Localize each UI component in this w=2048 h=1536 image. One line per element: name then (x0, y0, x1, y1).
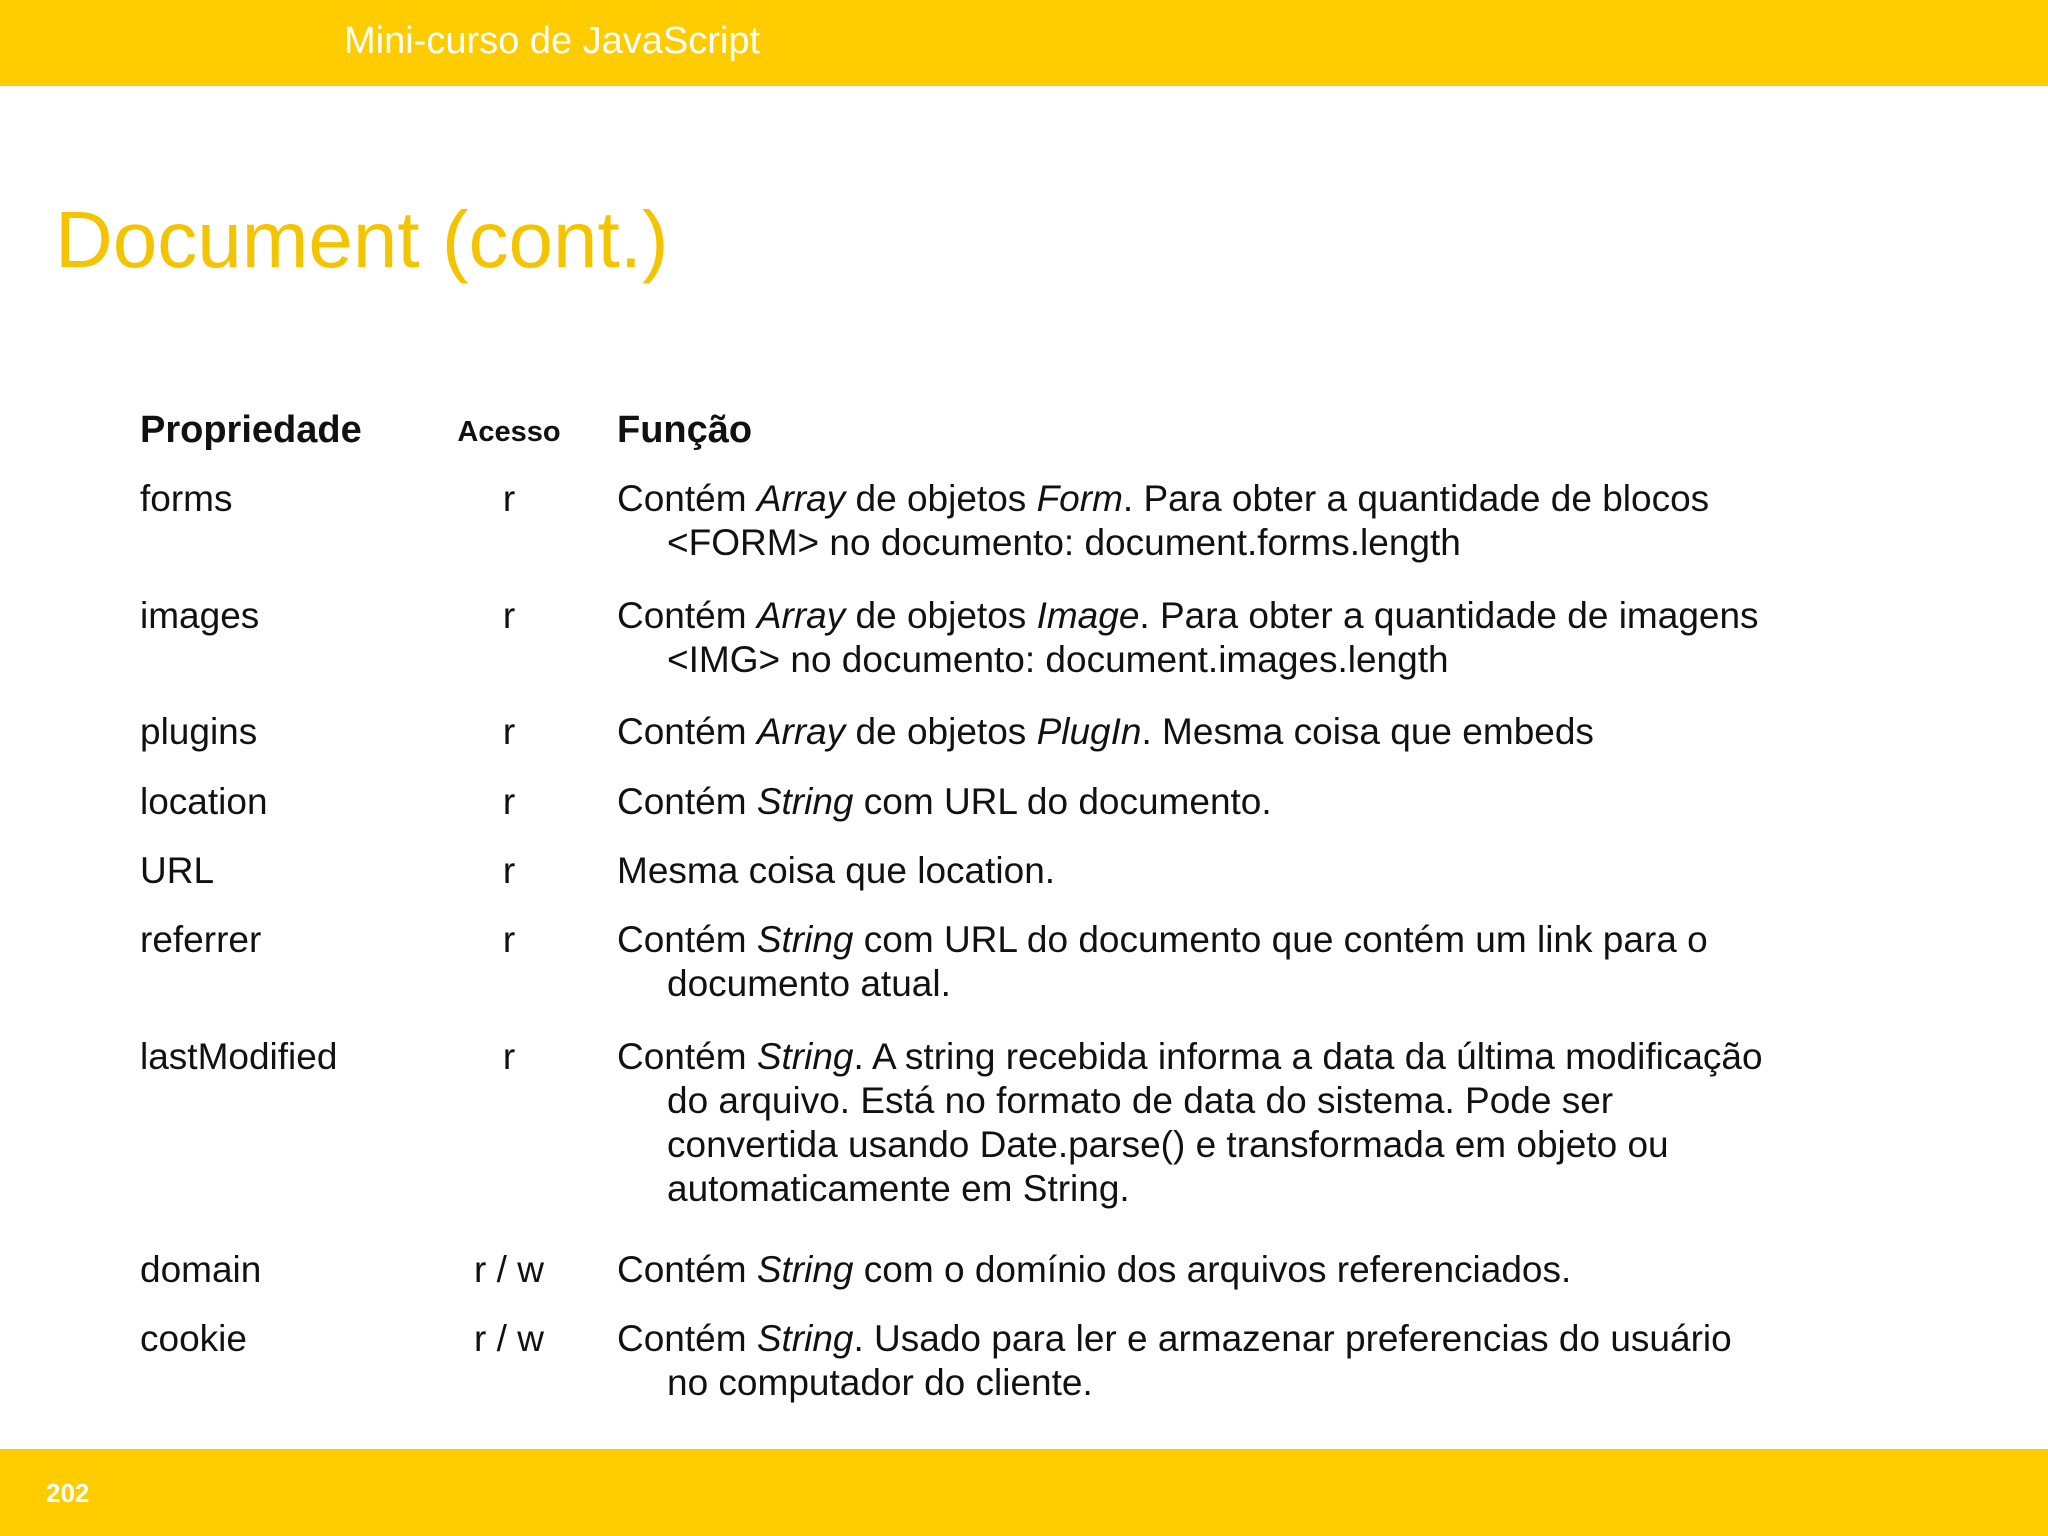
text-segment: automaticamente em String. (667, 1168, 1130, 1209)
italic-term: String (756, 1249, 854, 1290)
property-name: cookie (140, 1318, 247, 1359)
italic-term: String (756, 919, 854, 960)
property-name: plugins (140, 711, 258, 752)
description-line (617, 1248, 1877, 1292)
access-mode: r (502, 781, 516, 822)
text-segment: Contém (617, 478, 757, 519)
description-line (617, 477, 1877, 521)
text-segment: . A string recebida informa a data da última modificação (853, 1036, 1763, 1077)
property-name: referrer (140, 919, 262, 960)
description-line (617, 918, 1877, 962)
description-line (617, 521, 1877, 565)
course-title: Mini-curso de JavaScript (344, 20, 761, 62)
access-mode: r / w (474, 1318, 544, 1359)
property-name: images (140, 595, 260, 636)
function-description (617, 477, 1877, 565)
description-line (617, 1079, 1877, 1123)
access-mode: r (502, 1036, 516, 1077)
footer-band (0, 1449, 2048, 1536)
access-mode: r (502, 711, 516, 752)
text-segment: . Para obter a quantidade de imagens (1139, 595, 1759, 636)
description-line (617, 1361, 1877, 1405)
property-name: lastModified (140, 1036, 338, 1077)
italic-term: String (756, 781, 854, 822)
property-name: URL (140, 850, 215, 891)
text-segment: com o domínio dos arquivos referenciados. (853, 1249, 1572, 1290)
italic-term: Array (756, 711, 846, 752)
description-line (617, 962, 1877, 1006)
text-segment: documento atual. (667, 963, 951, 1004)
text-segment: . Mesma coisa que embeds (1141, 711, 1594, 752)
function-description (617, 594, 1877, 682)
description-line (617, 1035, 1877, 1079)
description-line (617, 638, 1877, 682)
text-segment: de objetos (845, 595, 1037, 636)
description-line (617, 1317, 1877, 1361)
header-access: Acesso (457, 416, 561, 448)
function-description (617, 710, 1877, 754)
text-segment: Contém (617, 1249, 757, 1290)
text-segment: de objetos (845, 478, 1037, 519)
italic-term: Form (1036, 478, 1123, 519)
italic-term: PlugIn (1036, 711, 1142, 752)
function-description (617, 918, 1877, 1006)
text-segment: convertida usando Date.parse() e transformada em objeto ou (667, 1124, 1669, 1165)
text-segment: no computador do cliente. (667, 1362, 1093, 1403)
italic-term: Array (756, 478, 846, 519)
header-function: Função (617, 409, 753, 451)
italic-term: Image (1036, 595, 1140, 636)
text-segment: do arquivo. Está no formato de data do sistema. Pode ser (667, 1080, 1614, 1121)
text-segment: . Usado para ler e armazenar preferencias do usuário (853, 1318, 1732, 1359)
slide-title: Document (cont.) (55, 195, 669, 284)
text-segment: Contém (617, 1036, 757, 1077)
description-line (617, 780, 1877, 824)
property-name: forms (140, 478, 233, 519)
header-property: Propriedade (140, 409, 362, 451)
text-segment: Contém (617, 711, 757, 752)
page-number: 202 (46, 1478, 90, 1508)
function-description (617, 1317, 1877, 1405)
italic-term: Array (756, 595, 846, 636)
access-mode: r (502, 478, 516, 519)
access-mode: r / w (474, 1249, 544, 1290)
text-segment: Mesma coisa que location. (617, 850, 1056, 891)
property-name: domain (140, 1249, 262, 1290)
italic-term: String (756, 1036, 854, 1077)
text-segment: com URL do documento que contém um link para o (853, 919, 1708, 960)
function-description (617, 1035, 1877, 1211)
function-description (617, 1248, 1877, 1292)
text-segment: Contém (617, 919, 757, 960)
text-segment: <FORM> no documento: document.forms.length (667, 522, 1461, 563)
access-mode: r (502, 850, 516, 891)
function-description (617, 780, 1877, 824)
access-mode: r (502, 595, 516, 636)
text-segment: Contém (617, 1318, 757, 1359)
text-segment: <IMG> no documento: document.images.length (667, 639, 1449, 680)
function-description (617, 849, 1877, 893)
text-segment: . Para obter a quantidade de blocos (1122, 478, 1710, 519)
text-segment: Contém (617, 595, 757, 636)
property-name: location (140, 781, 268, 822)
description-line (617, 710, 1877, 754)
description-line (617, 1123, 1877, 1167)
header-band (0, 0, 2048, 86)
access-mode: r (502, 919, 516, 960)
italic-term: String (756, 1318, 854, 1359)
text-segment: Contém (617, 781, 757, 822)
description-line (617, 849, 1877, 893)
text-segment: de objetos (845, 711, 1037, 752)
description-line (617, 594, 1877, 638)
description-line (617, 1167, 1877, 1211)
text-segment: com URL do documento. (853, 781, 1272, 822)
